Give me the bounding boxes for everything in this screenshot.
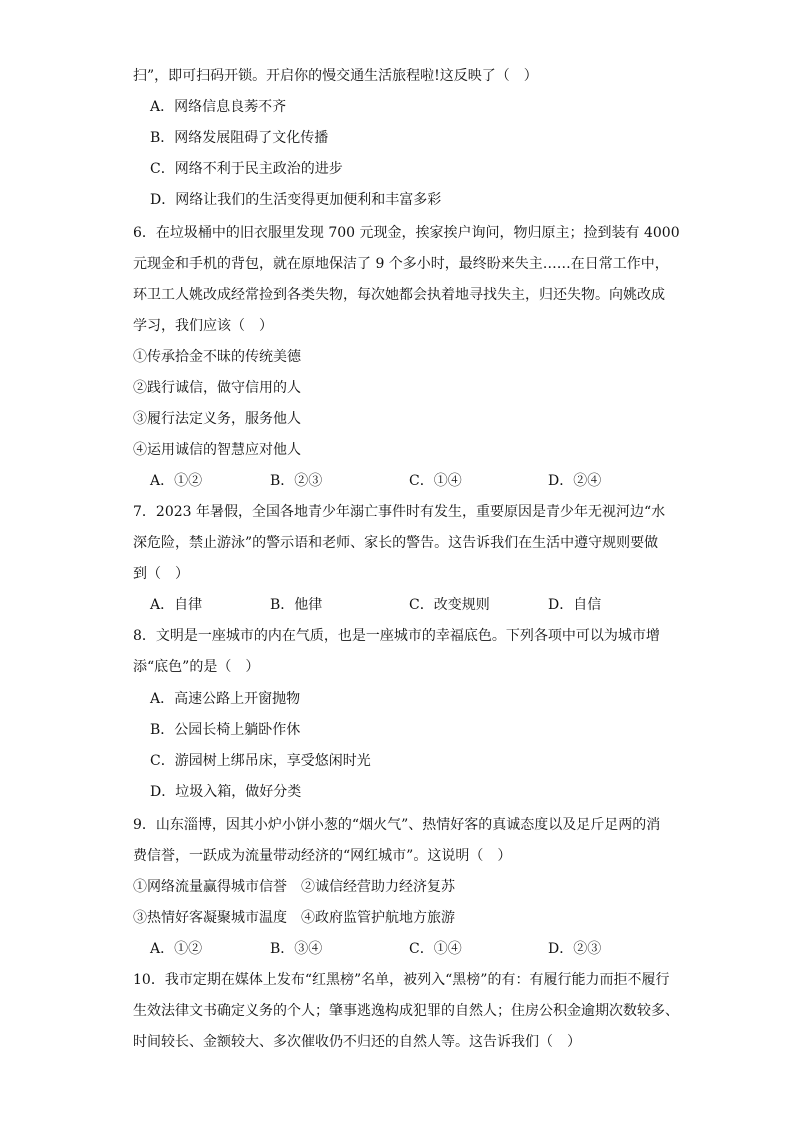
- q7-option-b: B．他律: [270, 597, 323, 613]
- q7-stem-line-1: 7．2023 年暑假，全国各地青少年溺亡事件时有发生，重要原因是青少年无视河边“水: [133, 504, 666, 520]
- q9-option-b: B．③④: [270, 941, 323, 957]
- q6-statement-2: ②践行诚信，做守信用的人: [133, 380, 301, 396]
- q10-stem-line-2: 生效法律文书确定义务的个人；肇事逃逸构成犯罪的自然人；住房公积金逾期次数较多、: [133, 1003, 679, 1019]
- q8-option-a: A．高速公路上开窗抛物: [150, 691, 301, 707]
- q7-option-d: D．自信: [548, 597, 602, 613]
- q6-option-b: B．②③: [270, 473, 323, 489]
- q6-stem-line-1: 6．在垃圾桶中的旧衣服里发现 700 元现金，挨家挨户询问，物归原主；捡到装有 4000: [133, 225, 680, 241]
- q9-stem-line-1: 9．山东淄博，因其小炉小饼小葱的“烟火气”、热情好客的真诚态度以及足斤足两的消: [133, 817, 661, 833]
- q6-option-d: D．②④: [548, 473, 602, 489]
- q9-options-row: [150, 939, 670, 959]
- q5-option-a: A．网络信息良莠不齐: [150, 99, 287, 115]
- q9-statements-line-1: ①网络流量赢得城市信誉 ②诚信经营助力经济复苏: [133, 879, 455, 895]
- q9-option-c: C．①④: [409, 941, 462, 957]
- q7-option-a: A．自律: [150, 597, 203, 613]
- q10-stem-line-1: 10．我市定期在媒体上发布“红黑榜”名单，被列入“黑榜”的有：有履行能力而拒不履行: [133, 972, 670, 988]
- q8-option-b: B．公园长椅上躺卧作休: [150, 722, 301, 738]
- q6-option-c: C．①④: [409, 473, 462, 489]
- q9-option-a: A．①②: [150, 941, 203, 957]
- q6-stem-line-2: 元现金和手机的背包，就在原地保洁了 9 个多小时，最终盼来失主……在日常工作中，: [133, 256, 669, 272]
- q5-option-b: B．网络发展阻碍了文化传播: [150, 130, 329, 146]
- q8-option-d: D．垃圾入箱，做好分类: [150, 784, 302, 800]
- q5-option-d: D．网络让我们的生活变得更加便利和丰富多彩: [150, 192, 442, 208]
- q8-stem-line-1: 8．文明是一座城市的内在气质，也是一座城市的幸福底色。下列各项中可以为城市增: [133, 628, 660, 644]
- q6-statement-3: ③履行法定义务，服务他人: [133, 411, 301, 427]
- q7-option-c: C．改变规则: [409, 597, 490, 613]
- q6-stem-line-4: 学习，我们应该（ ）: [133, 318, 273, 334]
- q7-stem-line-2: 深危险，禁止游泳”的警示语和老师、家长的警告。这告诉我们在生活中遵守规则要做: [133, 535, 659, 551]
- q6-options-row: [150, 471, 670, 491]
- q6-stem-line-3: 环卫工人姚改成经常捡到各类失物，每次她都会执着地寻找失主，归还失物。向姚改成: [133, 287, 665, 303]
- q9-statements-line-2: ③热情好客凝聚城市温度 ④政府监管护航地方旅游: [133, 910, 455, 926]
- q10-stem-line-3: 时间较长、金额较大、多次催收仍不归还的自然人等。这告诉我们（ ）: [133, 1034, 581, 1050]
- q5-tail-line: 扫”，即可扫码开锁。开启你的慢交通生活旅程啦!这反映了（ ）: [133, 68, 538, 84]
- q9-option-d: D．②③: [548, 941, 602, 957]
- q7-options-row: [150, 595, 670, 615]
- q9-stem-line-2: 费信誉，一跃成为流量带动经济的“网红城市”。这说明（ ）: [133, 848, 512, 864]
- q6-statement-4: ④运用诚信的智慧应对他人: [133, 442, 301, 458]
- q6-option-a: A．①②: [150, 473, 203, 489]
- q6-statement-1: ①传承拾金不昧的传统美德: [133, 349, 301, 365]
- q5-option-c: C．网络不利于民主政治的进步: [150, 161, 343, 177]
- q8-stem-line-2: 添“底色”的是（ ）: [133, 659, 260, 675]
- q8-option-c: C．游园树上绑吊床，享受悠闲时光: [150, 753, 371, 769]
- q7-stem-line-3: 到（ ）: [133, 566, 189, 582]
